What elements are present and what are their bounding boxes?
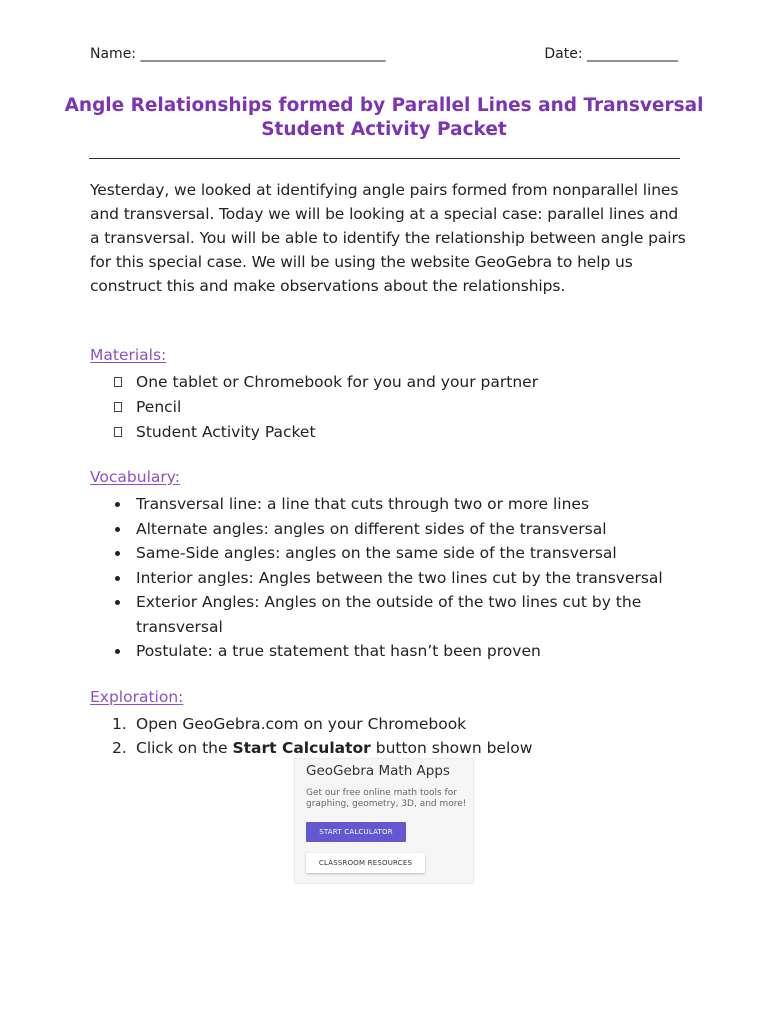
- list-item-label: Postulate: a true statement that hasn’t been proven: [136, 642, 541, 660]
- list-item: [112, 566, 692, 591]
- title-divider: [89, 158, 680, 159]
- list-item: [112, 370, 538, 395]
- intro-paragraph: Yesterday, we looked at identifying angle pairs formed from nonparallel lines and transversal. Today we will be looking at a special case: parallel lines and a transversal. You will be able to identify the relationship between angle pairs for this special case. We will be using the website GeoGebra to help us construct this and make observations about the relationships.: [90, 181, 686, 295]
- start-calculator-button[interactable]: START CALCULATOR: [306, 822, 406, 842]
- title-line-1: Angle Relationships formed by Parallel Lines and Transversal: [64, 95, 704, 116]
- step-text-before: Click on the: [136, 739, 233, 757]
- checkbox-icon: [114, 427, 122, 437]
- geogebra-card-description: Get our free online math tools for graphing, geometry, 3D, and more!: [306, 788, 467, 809]
- step-number: 2.: [112, 739, 127, 757]
- list-item-label: Pencil: [136, 398, 182, 416]
- geogebra-card-title: GeoGebra Math Apps: [306, 763, 450, 779]
- bullet-icon: [115, 551, 120, 556]
- bullet-icon: [115, 502, 120, 507]
- step-text: Open GeoGebra.com on your Chromebook: [136, 715, 467, 733]
- checkbox-icon: [114, 377, 122, 387]
- title-line-2: Student Activity Packet: [261, 119, 507, 140]
- list-item: [112, 492, 692, 517]
- list-item-label: Same-Side angles: angles on the same side of the transversal: [136, 544, 617, 562]
- list-item: [112, 420, 538, 445]
- list-item-label: Interior angles: Angles between the two lines cut by the transversal: [136, 568, 663, 587]
- list-item-label: Exterior Angles: Angles on the outside of the two lines cut by the transversal: [136, 593, 642, 636]
- step-text-after: button shown below: [370, 739, 533, 757]
- step-item: [112, 736, 692, 760]
- geogebra-screenshot: [294, 758, 474, 884]
- bullet-icon: [115, 600, 120, 605]
- list-item-label: Transversal line: a line that cuts through two or more lines: [136, 495, 590, 513]
- vocabulary-heading: Vocabulary:: [90, 468, 181, 486]
- list-item-label: Alternate angles: angles on different sides of the transversal: [136, 519, 607, 538]
- exploration-heading: Exploration:: [90, 688, 184, 706]
- list-item: [112, 541, 692, 566]
- list-item: [112, 395, 538, 420]
- page-title: [60, 94, 708, 142]
- list-item: [112, 590, 692, 639]
- materials-heading: Materials:: [90, 346, 167, 364]
- checkbox-icon: [114, 402, 122, 412]
- step-bold-text: Start Calculator: [232, 739, 371, 757]
- step-item: [112, 712, 692, 736]
- vocabulary-list: [112, 492, 692, 664]
- list-item: [112, 639, 692, 664]
- name-field: Name: ___________________________________: [90, 46, 386, 62]
- classroom-resources-button[interactable]: CLASSROOM RESOURCES: [306, 853, 425, 873]
- date-field: Date: _____________: [544, 46, 678, 62]
- list-item-label: Student Activity Packet: [136, 423, 316, 441]
- step-number: 1.: [112, 715, 127, 733]
- bullet-icon: [115, 527, 120, 532]
- list-item-label: One tablet or Chromebook for you and your partner: [136, 373, 539, 391]
- list-item: [112, 517, 692, 542]
- bullet-icon: [115, 649, 120, 654]
- materials-list: [112, 370, 538, 445]
- header-line: [90, 46, 678, 66]
- exploration-steps: [112, 712, 692, 760]
- bullet-icon: [115, 576, 120, 581]
